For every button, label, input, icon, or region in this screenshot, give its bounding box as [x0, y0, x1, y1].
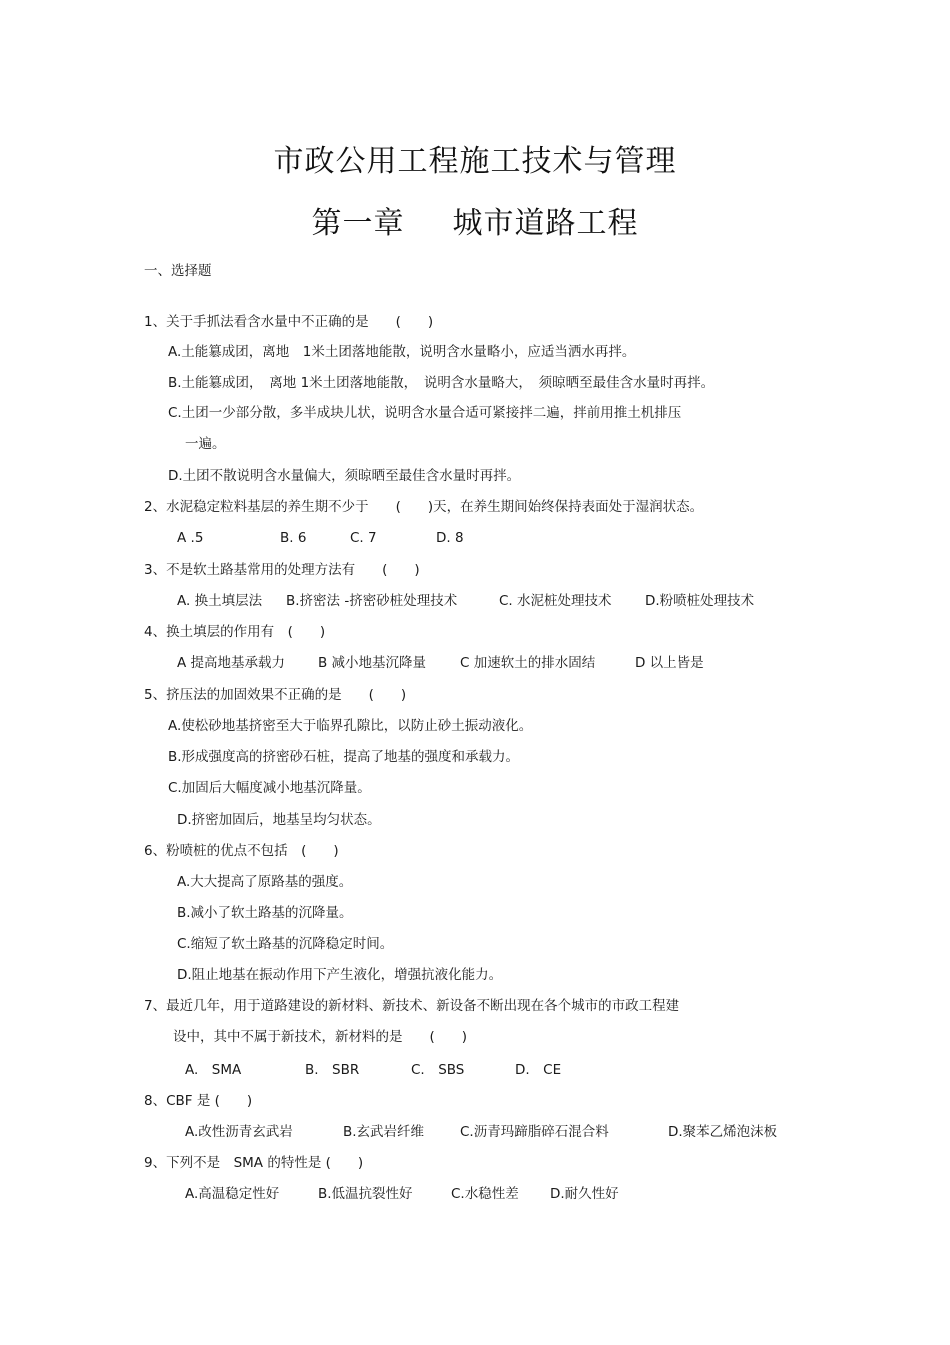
chapter-number: 第一章	[311, 206, 405, 241]
question-4-option-d: D 以上皆是	[635, 655, 704, 671]
question-5-option-b: B.形成强度高的挤密砂石桩，提高了地基的强度和承载力。	[168, 749, 520, 765]
question-4-option-c: C 加速软土的排水固结	[460, 655, 596, 671]
question-9-option-d: D.耐久性好	[550, 1186, 619, 1202]
question-6-stem: 6、粉喷桩的优点不包括 ( )	[144, 843, 339, 859]
question-2-option-a: A .5	[177, 530, 204, 546]
question-1-option-d: D.土团不散说明含水量偏大，须晾晒至最佳含水量时再拌。	[168, 468, 521, 484]
question-7-option-b: B. SBR	[305, 1062, 360, 1078]
question-4-option-b: B 减小地基沉降量	[318, 655, 427, 671]
question-3-stem: 3、不是软土路基常用的处理方法有 ( )	[144, 562, 420, 578]
question-1-option-b: B.土能簒成团， 离地 1米土团落地能散， 说明含水量略大， 须晾晒至最佳含水量时再拌。	[168, 375, 715, 391]
question-3-option-b: B.挤密法 -挤密砂桩处理技术	[286, 593, 458, 609]
question-6-option-d: D.阻止地基在振动作用下产生液化，增强抗液化能力。	[177, 967, 503, 983]
question-9-option-a: A.高温稳定性好	[185, 1186, 280, 1202]
question-1-option-c-cont: 一遍。	[185, 436, 226, 452]
question-4-stem: 4、换土填层的作用有 ( )	[144, 624, 326, 640]
question-8-option-b: B.玄武岩纤维	[343, 1124, 425, 1140]
question-9-option-b: B.低温抗裂性好	[318, 1186, 413, 1202]
question-7-stem-cont: 设中，其中不属于新技术，新材料的是 ( )	[173, 1029, 468, 1045]
question-1-stem: 1、关于手抓法看含水量中不正确的是 ( )	[144, 314, 434, 330]
question-2-option-c: C. 7	[350, 530, 377, 546]
question-7-stem: 7、最近几年，用于道路建设的新材料、新技术、新设备不断出现在各个城市的市政工程建	[144, 998, 680, 1014]
question-2-option-b: B. 6	[280, 530, 307, 546]
question-4-option-a: A 提高地基承载力	[177, 655, 286, 671]
question-7-option-c: C. SBS	[411, 1062, 465, 1078]
question-8-option-a: A.改性沥青玄武岩	[185, 1124, 293, 1140]
question-5-option-a: A.使松砂地基挤密至大于临界孔隙比，以防止砂土振动液化。	[168, 718, 533, 734]
question-2-stem: 2、水泥稳定粒料基层的养生期不少于 ( )天，在养生期间始终保持表面处于湿润状态。	[144, 499, 704, 515]
question-7-option-a: A. SMA	[185, 1062, 242, 1078]
question-8-option-d: D.聚苯乙烯泡沫板	[668, 1124, 778, 1140]
question-8-stem: 8、CBF 是 ( )	[144, 1093, 253, 1109]
question-1-option-c: C.土团一少部分散，多半成块儿状，说明含水量合适可紧接拌二遍，拌前用推土机排压	[168, 405, 682, 421]
question-3-option-d: D.粉喷桩处理技术	[645, 593, 755, 609]
question-3-option-c: C. 水泥桩处理技术	[499, 593, 612, 609]
question-5-option-d: D.挤密加固后，地基呈均匀状态。	[177, 812, 381, 828]
chapter-title	[0, 198, 950, 242]
document-title: 市政公用工程施工技术与管理	[273, 144, 677, 179]
question-1-option-a: A.土能簒成团，离地 1米土团落地能散，说明含水量略小，应适当洒水再拌。	[168, 344, 636, 360]
question-2-option-d: D. 8	[436, 530, 464, 546]
question-8-option-c: C.沥青玛蹄脂碎石混合料	[460, 1124, 609, 1140]
question-3-option-a: A. 换土填层法	[177, 593, 263, 609]
question-7-option-d: D. CE	[515, 1062, 562, 1078]
question-6-option-c: C.缩短了软土路基的沉降稳定时间。	[177, 936, 394, 952]
section-heading: 一、选择题	[144, 263, 212, 279]
question-6-option-a: A.大大提高了原路基的强度。	[177, 874, 353, 890]
question-6-option-b: B.减小了软土路基的沉降量。	[177, 905, 353, 921]
question-5-option-c: C.加固后大幅度减小地基沉降量。	[168, 780, 371, 796]
question-9-stem: 9、下列不是 SMA 的特性是 ( )	[144, 1155, 364, 1171]
question-5-stem: 5、挤压法的加固效果不正确的是 ( )	[144, 687, 407, 703]
question-9-option-c: C.水稳性差	[451, 1186, 519, 1202]
chapter-name: 城市道路工程	[452, 206, 639, 241]
